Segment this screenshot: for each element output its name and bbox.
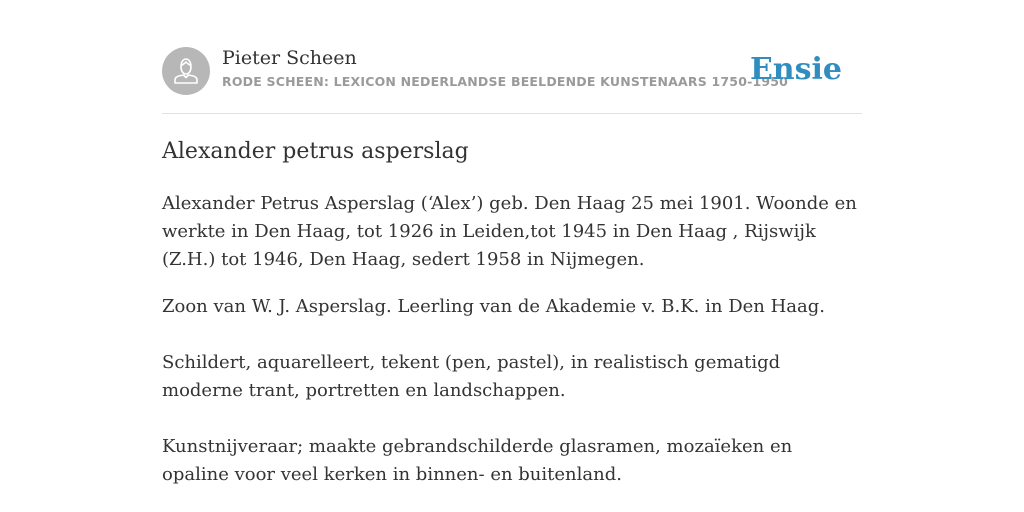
paragraph-3: Schildert, aquarelleert, tekent (pen, pastel), in realistisch gematigd moderne trant, portretten en landschappen.	[162, 352, 781, 401]
paragraph-4: Kunstnijveraar; maakte gebrandschilderde glasramen, mozaïeken en opaline voor veel kerken in binnen- en buitenland.	[162, 436, 793, 485]
source-label: RODE SCHEEN: LEXICON NEDERLANDSE BEELDENDE KUNSTENAARS 1750-1950	[222, 74, 789, 89]
article-body	[162, 190, 862, 489]
paragraph-1: Alexander Petrus Asperslag (‘Alex’) geb. Den Haag 25 mei 1901. Woonde en werkte in Den Haag, tot 1926 in Leiden,tot 1945 in Den Haag , Rijswijk (Z.H.) tot 1946, Den Haag, sedert 1958 in Nijmegen.	[162, 193, 857, 270]
brand-logo[interactable]: Ensie	[749, 52, 842, 87]
author-name[interactable]: Pieter Scheen	[222, 47, 357, 69]
avatar[interactable]	[162, 47, 210, 95]
article-title: Alexander petrus asperslag	[162, 139, 469, 164]
paragraph-2: Zoon van W. J. Asperslag. Leerling van de Akademie v. B.K. in Den Haag.	[162, 296, 826, 317]
article-card	[162, 0, 862, 512]
article-header	[162, 46, 862, 96]
user-icon	[162, 47, 210, 95]
header-divider	[162, 113, 862, 114]
